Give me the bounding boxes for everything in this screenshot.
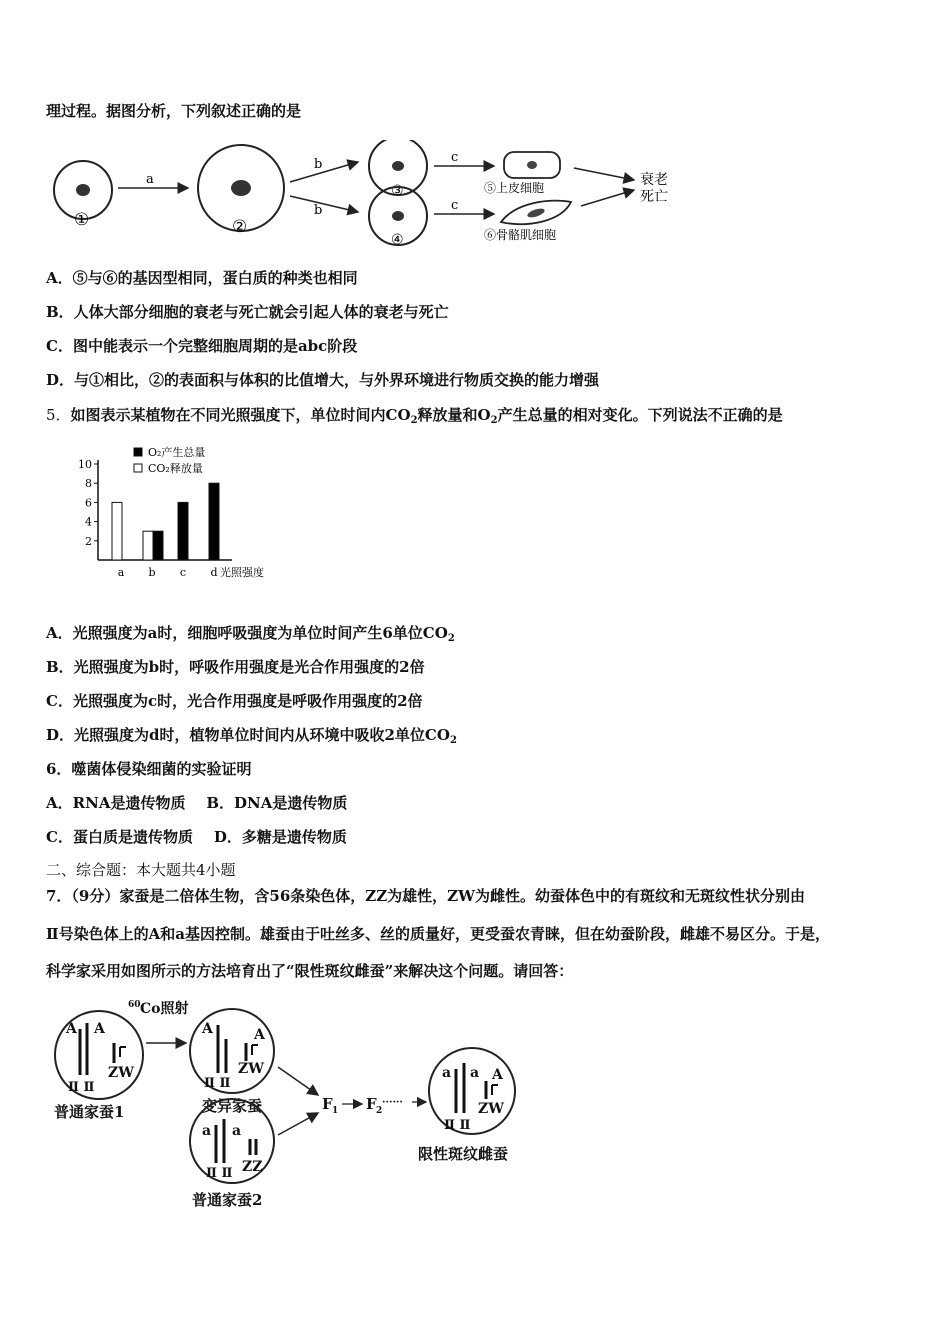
result-a-right: a [470, 1065, 480, 1081]
result-circle [429, 1048, 515, 1134]
y-tick-label: 10 [78, 458, 92, 471]
result-ZW: ZW [478, 1101, 504, 1117]
legend-label: CO₂释放量 [148, 462, 203, 475]
result-label: 限性斑纹雌蚕 [418, 1145, 509, 1163]
silkworm-2-label: 普通家蚕2 [192, 1191, 263, 1209]
q5-option-a [46, 623, 455, 649]
q4-option-a: A．⑤与⑥的基因型相同，蛋白质的种类也相同 [46, 269, 358, 287]
cell-6-label: ⑥骨骼肌细胞 [484, 228, 557, 242]
q5-stem-part-3: 产生总量的相对变化。下列说法不正确的是 [497, 406, 783, 424]
end-label-aging: 衰老 [640, 172, 668, 188]
x-tick-label: b [148, 566, 156, 579]
legend-label: O₂产生总量 [148, 446, 206, 459]
mutant-label: 变异家蚕 [202, 1097, 263, 1115]
s1-ZW: ZW [108, 1065, 134, 1081]
radiation-sup: 60 [128, 1000, 141, 1010]
arrow-c-up-label: c [451, 150, 459, 165]
chart-legend [134, 445, 205, 475]
q5-stem-part-1: 如图表示某植物在不同光照强度下，单位时间内CO [70, 406, 411, 424]
section-2-title: 二、综合题：本大题共4小题 [46, 861, 236, 879]
q6-stem: 6．噬菌体侵染细菌的实验证明 [46, 760, 252, 778]
bar-co2-release [143, 531, 153, 560]
x-tick-label: d [210, 566, 218, 579]
q5-option-b: B．光照强度为b时，呼吸作用强度是光合作用强度的2倍 [46, 658, 425, 676]
result-a-left: a [442, 1065, 452, 1081]
bar-o2-production [209, 483, 219, 560]
q5-option-d [46, 725, 457, 751]
arrow-b-up [290, 162, 358, 182]
x-axis-label: 光照强度 [220, 566, 264, 579]
cell-1-label: ① [74, 210, 90, 230]
mutant-A-right: A [254, 1027, 265, 1043]
cell-3-label: ③ [391, 183, 404, 199]
chart-axes [78, 458, 264, 579]
chart-bars [112, 483, 219, 560]
y-tick-label: 4 [85, 515, 92, 529]
q4-option-d: D．与①相比，②的表面积与体积的比值增大，与外界环境进行物质交换的能力增强 [46, 371, 600, 389]
q7-line-3: 科学家采用如图所示的方法培育出了“限性斑纹雌蚕”来解决这个问题。请回答： [46, 962, 574, 980]
radiation-label: Co照射 [140, 1001, 189, 1017]
cell-6-muscle [501, 201, 571, 225]
cell-2-label: ② [232, 217, 248, 237]
arrow-to-end-upper [574, 168, 634, 180]
mutant-ZW: ZW [238, 1061, 264, 1077]
q5-stem-part-2: 释放量和O [417, 406, 491, 424]
q7-line-1: 7．（9分）家蚕是二倍体生物，含56条染色体，ZZ为雄性，ZW为雌性。幼蚕体色中的有斑纹和无斑纹性状分别由 [46, 887, 805, 905]
s1-A-left: A [66, 1021, 77, 1037]
arrow-s2-to-f1 [278, 1113, 318, 1135]
x-tick-label: c [179, 566, 187, 579]
x-tick-label: a [117, 566, 125, 579]
cell-5-label: ⑤上皮细胞 [484, 181, 545, 195]
result-II: Ⅱ Ⅱ [444, 1118, 471, 1133]
cell-differentiation-diagram [46, 140, 696, 250]
q5-stem [46, 405, 783, 431]
cell-4-label: ④ [391, 232, 404, 248]
q5-option-d-sub: 2 [449, 735, 457, 746]
s1-A-right: A [94, 1021, 105, 1037]
q5-option-d-text: D．光照强度为d时，植物单位时间内从环境中吸收2单位CO [46, 726, 450, 744]
q4-option-b: B．人体大部分细胞的衰老与死亡就会引起人体的衰老与死亡 [46, 303, 449, 321]
arrow-mutant-to-f1 [278, 1067, 318, 1095]
q5-number: 5． [46, 406, 71, 424]
mutant-II: Ⅱ Ⅱ [204, 1076, 231, 1091]
bar-co2-release [112, 502, 122, 560]
silkworm-1-label: 普通家蚕1 [54, 1103, 125, 1121]
legend-swatch [134, 464, 142, 472]
f2-sub: 2 [376, 1106, 383, 1116]
q5-option-a-text: A．光照强度为a时，细胞呼吸强度为单位时间产生6单位CO [46, 624, 448, 642]
s1-II: Ⅱ Ⅱ [68, 1080, 95, 1095]
q6-options-row-1: A．RNA是遗传物质 B．DNA是遗传物质 [46, 794, 348, 812]
arrow-a-label: a [146, 172, 154, 187]
f2-label: F [366, 1095, 377, 1113]
silkworm-breeding-diagram [46, 995, 546, 1220]
q4-intro: 理过程。据图分析，下列叙述正确的是 [46, 102, 302, 120]
q5-stem-sub-2: 2 [490, 415, 498, 426]
q5-stem-sub-1: 2 [410, 415, 418, 426]
bar-o2-production [178, 502, 188, 560]
s2-a-right: a [232, 1123, 242, 1139]
bar-chart [70, 440, 290, 590]
q5-option-a-sub: 2 [447, 633, 455, 644]
y-tick-label: 6 [85, 496, 92, 510]
s2-ZZ: ZZ [242, 1159, 263, 1175]
arrow-to-end-lower [581, 190, 634, 206]
s2-a-left: a [202, 1123, 212, 1139]
bar-o2-production [153, 531, 163, 560]
q7-line-2: Ⅱ号染色体上的A和a基因控制。雄蚕由于吐丝多、丝的质量好，更受蚕农青睐，但在幼蚕阶段，雌雄不易区分。于是， [46, 925, 831, 943]
q5-option-c: C．光照强度为c时，光合作用强度是呼吸作用强度的2倍 [46, 692, 423, 710]
y-tick-label: 8 [85, 477, 92, 491]
arrow-b-down [290, 196, 358, 212]
arrow-b-up-label: b [314, 157, 323, 172]
s2-II: Ⅱ Ⅱ [206, 1166, 233, 1181]
arrow-c-down-label: c [451, 198, 459, 213]
cell-5-epithelial [504, 152, 560, 178]
q6-options-row-2: C．蛋白质是遗传物质 D．多糖是遗传物质 [46, 828, 347, 846]
end-label-death: 死亡 [640, 189, 668, 205]
f1-label: F [322, 1095, 333, 1113]
legend-swatch [134, 448, 142, 456]
y-tick-label: 2 [85, 534, 92, 548]
mutant-A-left: A [202, 1021, 213, 1037]
q4-option-c: C．图中能表示一个完整细胞周期的是abc阶段 [46, 337, 358, 355]
f1-sub: 1 [332, 1106, 339, 1116]
arrow-b-down-label: b [314, 203, 323, 218]
result-A: A [492, 1067, 503, 1083]
f2-dots: ······ [382, 1097, 403, 1108]
